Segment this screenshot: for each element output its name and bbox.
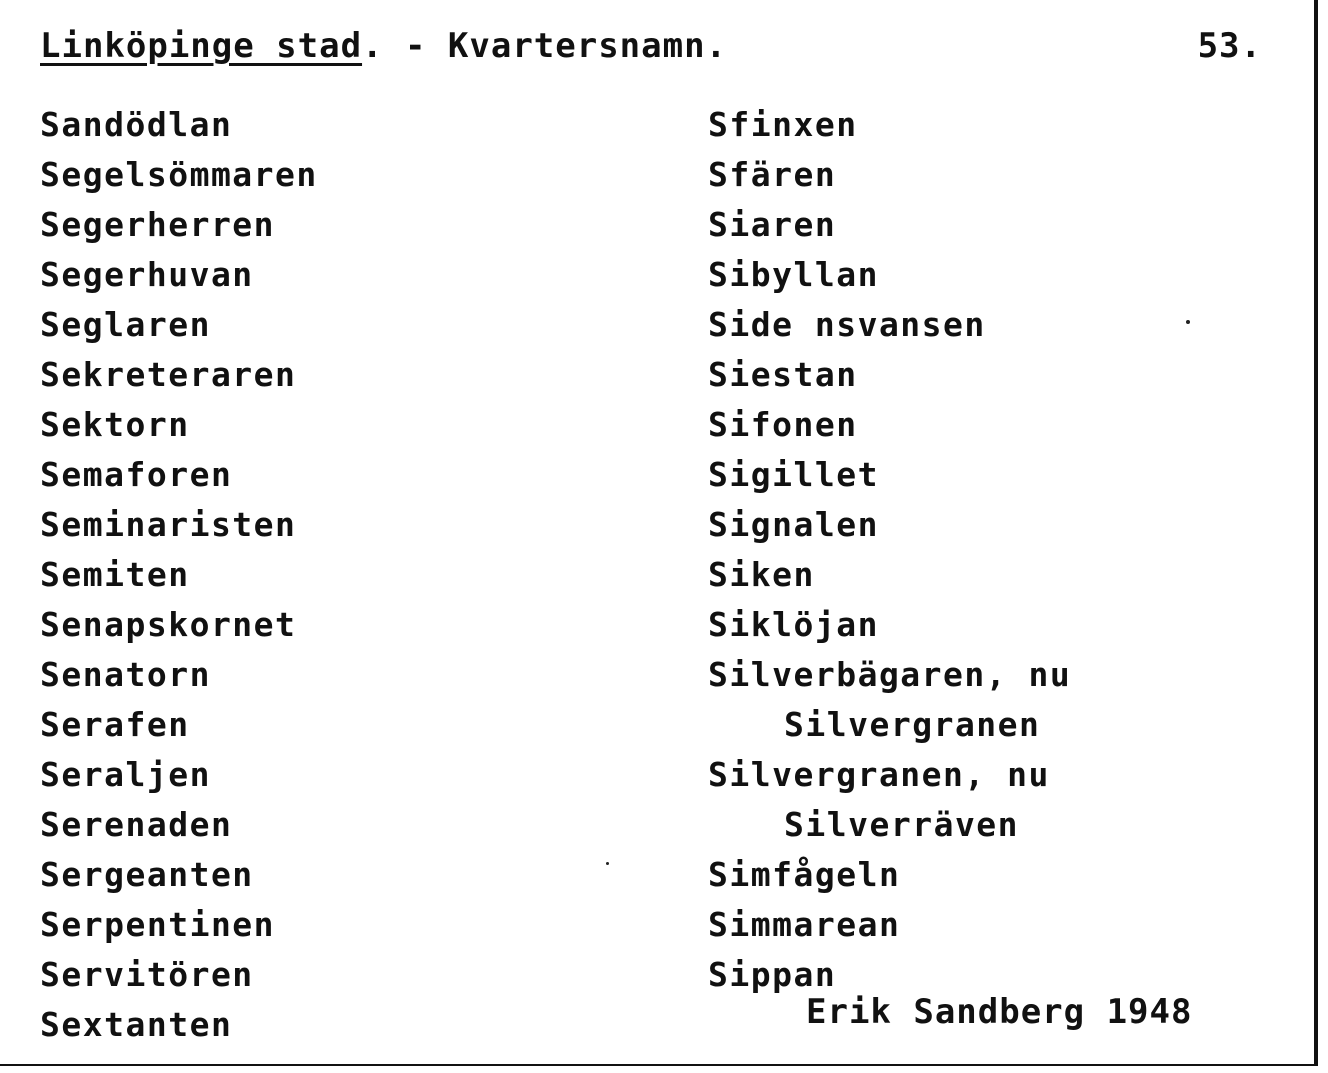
list-item: Servitören	[40, 955, 254, 994]
card-header	[40, 26, 1262, 76]
ink-speck	[1186, 320, 1190, 324]
list-item: Simfågeln	[708, 855, 901, 894]
list-item: Simmarean	[708, 905, 901, 944]
list-item: Semiten	[40, 555, 190, 594]
list-item: Senatorn	[40, 655, 211, 694]
list-item: Siestan	[708, 355, 858, 394]
ink-speck	[606, 862, 609, 865]
list-item: Seglaren	[40, 305, 211, 344]
list-item: Siken	[708, 555, 815, 594]
left-column	[40, 100, 318, 1050]
right-column	[708, 100, 1071, 1000]
list-item: Sigillet	[708, 455, 879, 494]
list-item: Signalen	[708, 505, 879, 544]
list-item-continuation: Silverräven	[784, 805, 1020, 844]
list-item: Segerherren	[40, 205, 276, 244]
card-subtitle: . - Kvartersnamn.	[362, 26, 728, 66]
list-item: Sfären	[708, 155, 837, 194]
signature: Erik Sandberg 1948	[806, 992, 1193, 1032]
list-item: Seminaristen	[40, 505, 297, 544]
list-item: Silverbägaren, nu	[708, 655, 1072, 694]
list-item: Siaren	[708, 205, 837, 244]
list-item: Silvergranen, nu	[708, 755, 1050, 794]
list-item: Sfinxen	[708, 105, 858, 144]
list-item: Segelsömmaren	[40, 155, 318, 194]
list-item: Senapskornet	[40, 605, 297, 644]
card-title: Linköpinge stad	[40, 26, 363, 66]
list-item: Segerhuvan	[40, 255, 254, 294]
list-item: Sektorn	[40, 405, 190, 444]
list-item: Serafen	[40, 705, 190, 744]
list-item: Sextanten	[40, 1005, 233, 1044]
list-item: Semaforen	[40, 455, 233, 494]
list-item-continuation: Silvergranen	[784, 705, 1041, 744]
list-item: Sifonen	[708, 405, 858, 444]
list-item: Sippan	[708, 955, 837, 994]
page-number: 53.	[1197, 26, 1262, 66]
list-item: Sibyllan	[708, 255, 879, 294]
list-item: Serenaden	[40, 805, 233, 844]
list-item: Sergeanten	[40, 855, 254, 894]
list-item: Siklöjan	[708, 605, 879, 644]
list-item: Seraljen	[40, 755, 211, 794]
list-item: Sandödlan	[40, 105, 233, 144]
list-item: Sekreteraren	[40, 355, 297, 394]
list-item: Serpentinen	[40, 905, 276, 944]
list-item: Side nsvansen	[708, 305, 986, 344]
